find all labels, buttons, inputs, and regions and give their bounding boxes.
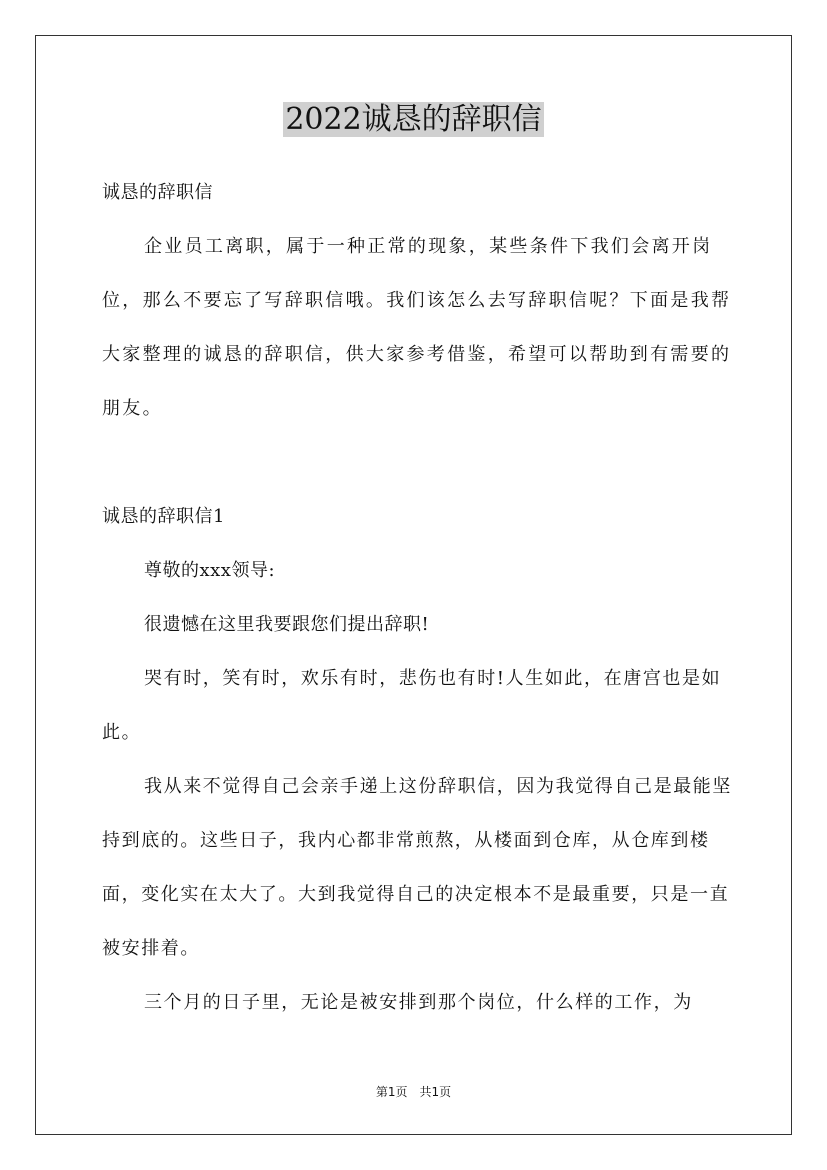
intro-paragraph: 企业员工离职，属于一种正常的现象，某些条件下我们会离开岗位，那么不要忘了写辞职信哦。我们该怎么去写辞职信呢？下面是我帮大家整理的诚恳的辞职信，供大家参考借鉴，希望可以帮助到有需要的朋友。: [102, 236, 732, 419]
section-heading: 诚恳的辞职信1: [102, 506, 225, 527]
page-total: 共1页: [419, 1085, 452, 1099]
body-paragraph-2: 哭有时，笑有时，欢乐有时，悲伤也有时!人生如此，在唐宫也是如此。: [102, 668, 722, 743]
document-title-text: 2022诚恳的辞职信: [285, 102, 542, 137]
document-title: [0, 98, 827, 142]
body-paragraph-4: 三个月的日子里，无论是被安排到那个岗位，什么样的工作，为: [144, 992, 693, 1013]
greeting-line: 尊敬的xxx领导:: [144, 560, 276, 581]
document-heading: 诚恳的辞职信: [102, 182, 213, 203]
page-footer: [0, 1082, 827, 1102]
page-number: 第1页: [375, 1085, 408, 1099]
body-paragraph-1: 很遗憾在这里我要跟您们提出辞职!: [144, 614, 430, 635]
body-paragraph-3: 我从来不觉得自己会亲手递上这份辞职信，因为我觉得自己是最能坚持到底的。这些日子，我内心都非常煎熬，从楼面到仓库，从仓库到楼面，变化实在太大了。大到我觉得自己的决定根本不是最重要，只是一直被安排着。: [102, 776, 732, 959]
